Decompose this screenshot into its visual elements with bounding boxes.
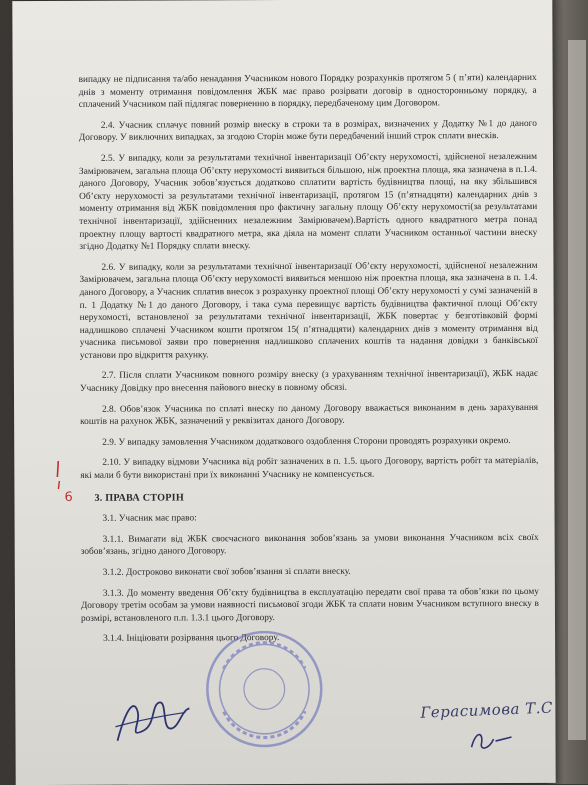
- document-page: [12, 0, 555, 785]
- clause-2-9: 2.9. У випадку замовлення Учасником додаткового оздоблення Сторони проводять розрахунки окремо.: [102, 435, 511, 448]
- document-body: [79, 72, 540, 654]
- clause-2-7: 2.7. Після сплати Учасником повного розміру внеску (з урахуванням технічної інвентаризації), ЖБК надає Учаснику Довідку про внесення пайового внеску в повному обсязі.: [79, 369, 538, 394]
- section-title: 3. ПРАВА СТОРІН: [94, 492, 184, 504]
- signature-right: [467, 725, 517, 755]
- adjacent-paper-edge: [568, 40, 586, 740]
- clause-3-1: 3.1. Учасник має право:: [102, 513, 197, 525]
- clause-3-1-1: 3.1.1. Вимагати від ЖБК своєчасного виконання зобов’язань за умови виконання Учасником всіх своїх зобов’язань, згідно даного Договору.: [80, 532, 539, 558]
- round-stamp: [203, 628, 326, 751]
- clause-3-1-3: 3.1.3. До моменту введення Об’єкту будівництва в експлуатацію передати свої права та обов’язки по цьому Договору третім особам за умови наявності письмової згоди ЖБК та сплати новим Учасником вступного внеску в розмірі, встановленого п.п. 1.3.1 цього Договору.: [80, 586, 539, 624]
- clause-3-1-2: 3.1.2. Достроково виконати свої зобов’язання зі сплати внеску.: [102, 566, 351, 578]
- red-margin-mark: [50, 457, 80, 507]
- clause-2-4: 2.4. Учасник сплачує повний розмір внеску в строки та в розмірах, визначених у Додатку №1 до даного Договору. У виключних випадках, за згодою Сторін може бути передбачений інший строк сплати внесків.: [78, 118, 537, 144]
- clause-2-8: 2.8. Обов’язок Учасника по сплаті внеску по даному Договору вважається виконаним в день зарахування коштів на рахунок ЖБК, зазначений у реквізитах даного Договору.: [80, 402, 539, 428]
- clause-2-6: 2.6. У випадку, коли за результатами технічної інвентаризації Об’єкту нерухомості, здійсненої незалежним Замірювачем, загальна площа Об’єкту нерухомості виявиться меншою ніж проектна площа, яка зазначена в п. 1.4. даного Договору, а Учасник сплатив внесок з розрахунку проектної площі Об’єкту нерухомості у сумі зазначеній в п. 1 Додатку №1 до даного Договору, і така сума перевищує вартість будівництва фактичної площі Об’єкту нерухомості, встановленої за результатами технічної інвентаризації, ЖБК повертає у безготівковій формі надлишково сплачені Учасником кошти протягом 15( п’ятнадцяти) календарних днів з моменту отримання від учасника письмової заяви про повернення надлишково сплачених коштів та надання довідки з банківської установи про відкриття рахунку.: [79, 260, 538, 361]
- clause-2-10: 2.10. У випадку відмови Учасника від робіт зазначених в п. 1.5. цього Договору, вартість робіт та матеріалів, які мали б бути використані при їх виконанні Учаснику не компенсується.: [80, 456, 539, 481]
- margin-digit: 6: [64, 489, 73, 505]
- handwritten-name: Герасимова Т.С: [420, 698, 554, 722]
- clause-3-1-4: 3.1.4. Ініціювати розірвання цього Договору.: [103, 633, 280, 645]
- clause-2-5: 2.5. У випадку, коли за результатами технічної інвентаризації Об’єкту нерухомості, здійсненої незалежним Замірювачем, загальна площа Об’єкту нерухомості виявиться більшою, ніж проектна площа, яка зазначена в п.1.4. даного Договору, Учасник зобов’язується додатково сплатити вартість будівництва площі, на яку збільшився Об’єкту нерухомості за результатами технічної інвентаризації, протягом 15 (п’ятнадцяти) календарних днів з моменту отримання від ЖБК повідомлення про фактичну загальну площу Об’єкту нерухомості(за результатами технічної інвентаризації, здійсненних незалежним Замірювачем).Вартість одного квадратного метра понад проектну площу вартості квадратного метра, яка діяла на момент сплати Учасником останньої частини внеску згідно Додатку №1 Порядку сплати внеску.: [79, 151, 538, 253]
- paragraph-continuation: випадку не підписання та/або ненадання Учасником нового Порядку розрахунків протягом 5 ( п’яти) календарних днів з моменту отримання повідомлення ЖБК має право розірвати договір в односторонньому порядку, а сплачений Учасником пай підлягає поверненню в порядку, передбаченому цим Договором.: [78, 72, 537, 111]
- signature-left: [107, 690, 197, 750]
